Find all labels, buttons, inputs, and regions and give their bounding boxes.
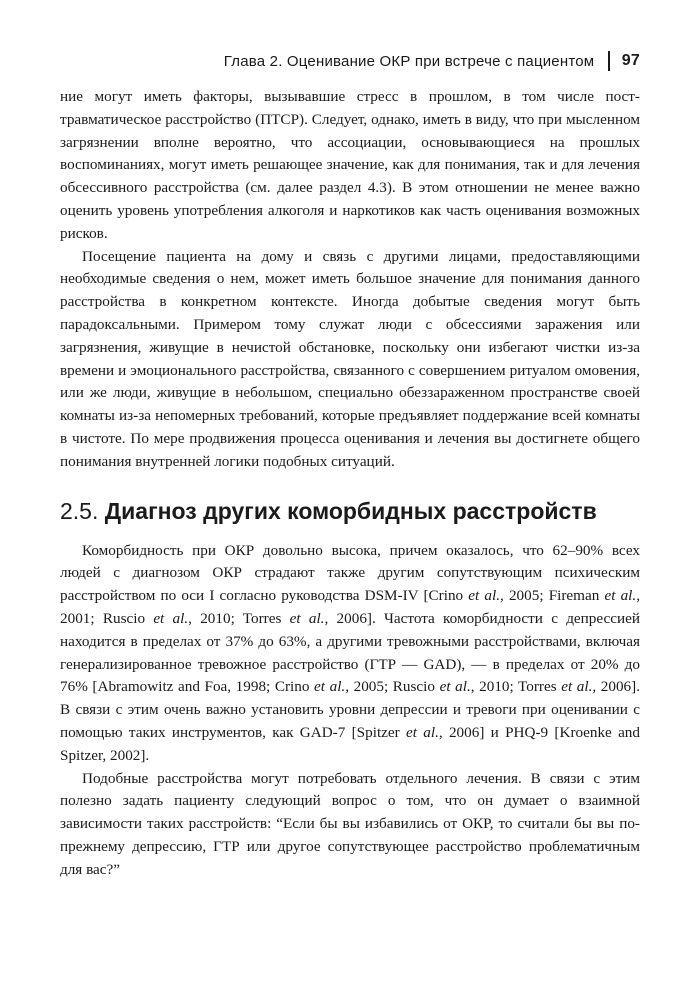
section-heading — [60, 496, 640, 526]
section-title: Диагноз других коморбидных расстройств — [104, 497, 597, 524]
body-text — [60, 86, 640, 882]
header-separator — [608, 51, 610, 71]
paragraph-home-visit: Посещение пациента на дому и связь с другими лицами, предоставляющими необходимые сведения о нем, может иметь большое значение для понимания данного расстройства в конкретном контексте. Иногда добытые сведения могут быть парадоксальными. Примером тому служат люди с обсессиями заражения или загрязнения, живущие в нечистой обстановке, поскольку они избегают чистки из-за времени и эмоционального расстройства, связанного с совершением ритуалом омовения, или же люди, живущие в небольшом, специально обеззараженном пространстве своей комнаты из-за непомерных требований, которые предъявляет поддержание всей комнаты в чистоте. По мере продвижения процесса оценивания и лечения вы достигнете общего понимания внутренней логики подобных ситуаций. — [60, 247, 640, 470]
chapter-title: Глава 2. Оценивание ОКР при встрече с пациентом — [223, 52, 595, 70]
page-number: 97 — [621, 52, 640, 69]
paragraph-question: Подобные расстройства могут потребовать отдельного лечения. В связи с этим полезно задать пациенту следующий вопрос о том, что он думает о взаимной зависимости таких расстройств: “Если бы вы избавились от ОКР, то считали бы вы по-прежнему депрессию, ГТР или другое сопутствующее расстройство проблематичным для вас?” — [60, 769, 640, 878]
running-head — [60, 48, 640, 74]
book-page — [60, 48, 640, 948]
paragraph-comorbidity: Коморбидность при ОКР довольно высока, причем оказалось, что 62–90% всех людей с диагнозом ОКР страдают также другим сопутствующим психическим расстройством по оси I согласно руководства DSM-IV [Crino et al., 2005; Fireman et al., 2001; Ruscio et al., 2010; Torres et al., 2006]. Частота коморбидности с депрессией находится в пределах от 37% до 63%, а другими тревожными расстройствами, включая генерализированное тревожное расстройство (ГТР — GAD), — в пределах от 20% до 76% [Abramowitz and Foa, 1998; Crino et al., 2005; Ruscio et al., 2010; Torres et al., 2006]. В связи с этим очень важно установить уровни депрессии и тревоги при оценивании с помощью таких инструментов, как GAD-7 [Spitzer et al., 2006] и PHQ-9 [Kroenke and Spitzer, 2002]. — [60, 541, 641, 764]
paragraph-continued: ние могут иметь факторы, вызывавшие стресс в прошлом, в том числе пост-травматическое расстройство (ПТСР). Следует, однако, иметь в виду, что при мысленном загрязнении вполне вероятно, что ассоциации, основывающиеся на прошлых воспоминаниях, могут иметь решающее значение, как для понимания, так и для лечения обсессивного расстройства (см. далее раздел 4.3). В этом отношении не менее важно оценить уровень употребления алкоголя и наркотиков как часть оценивания возможных рисков. — [60, 88, 640, 242]
section-number: 2.5. — [60, 497, 99, 524]
